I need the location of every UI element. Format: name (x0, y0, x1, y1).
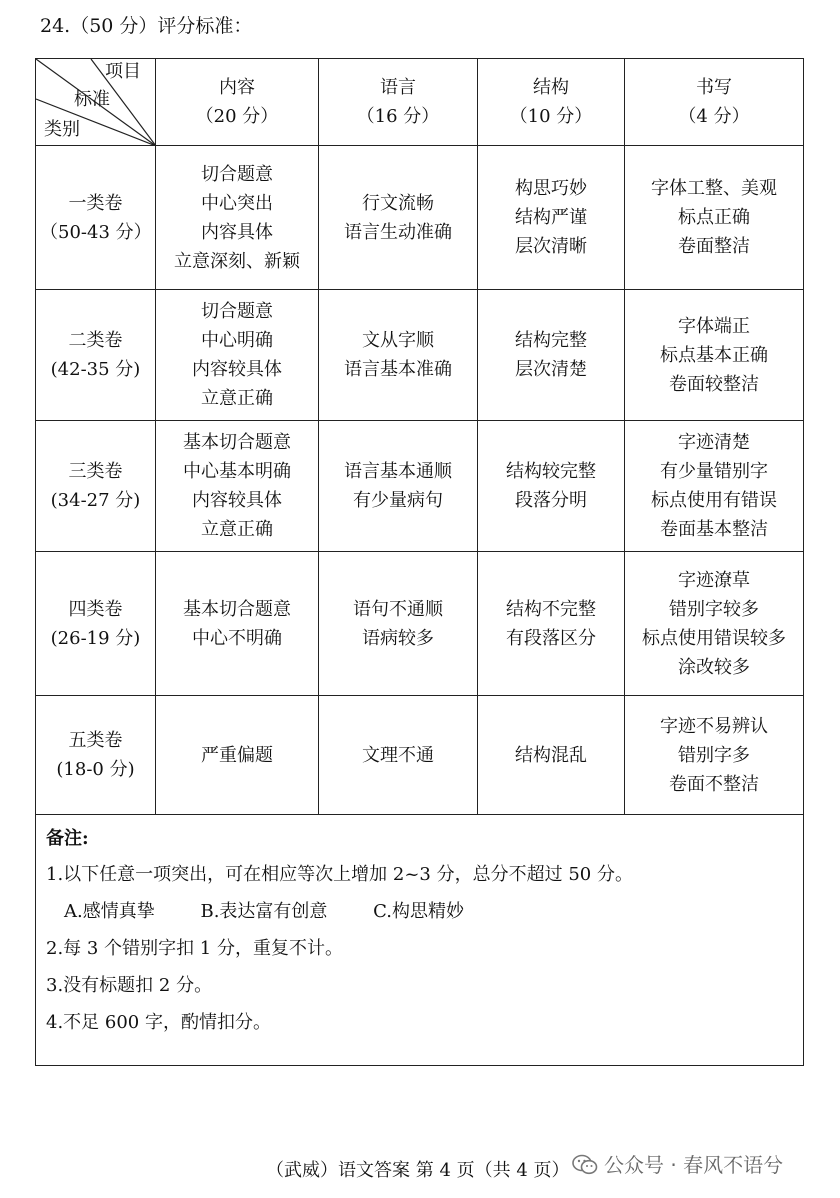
criterion-text: 中心突出 (201, 192, 273, 214)
criterion-text: 切合题意 (201, 301, 273, 322)
scoring-table (35, 58, 804, 1066)
content-cell (156, 290, 319, 421)
criterion-text: 字迹不易辨认 (660, 715, 768, 737)
notes-title: 备注: (46, 828, 89, 849)
category-cell (36, 290, 156, 421)
watermark (572, 1150, 783, 1180)
table-row (36, 146, 804, 290)
structure-cell (478, 421, 625, 552)
corner-label-item: 项目 (105, 61, 141, 82)
criterion-text: 层次清楚 (515, 359, 587, 380)
column-header-content (156, 59, 319, 146)
criterion-text: 标点正确 (678, 207, 750, 228)
criterion-text: 结构完整 (515, 330, 587, 351)
criterion-text: 行文流畅 (362, 192, 434, 214)
content-cell (156, 552, 319, 696)
criterion-text: 结构较完整 (506, 461, 596, 482)
structure-cell (478, 696, 625, 815)
criterion-text: 结构不完整 (506, 598, 596, 620)
category-range: (18-0 分) (56, 759, 135, 780)
language-cell (319, 421, 478, 552)
note-option-c: C.构思精妙 (373, 901, 465, 922)
criterion-text: 有少量病句 (353, 490, 443, 511)
criterion-text: 构思巧妙 (515, 178, 587, 199)
language-cell (319, 146, 478, 290)
notes-row (36, 815, 804, 1066)
column-name: 书写 (696, 77, 732, 98)
criterion-text: 卷面不整洁 (669, 773, 759, 795)
column-points: （10 分） (509, 106, 593, 127)
content-cell (156, 146, 319, 290)
table-row (36, 290, 804, 421)
criterion-text: 中心明确 (201, 330, 273, 351)
table-row (36, 421, 804, 552)
corner-label-standard: 标准 (74, 89, 110, 110)
column-header-structure (478, 59, 625, 146)
category-cell (36, 696, 156, 815)
category-range: (26-19 分) (50, 627, 141, 649)
criterion-text: 语言基本准确 (344, 359, 452, 380)
category-name: 四类卷 (68, 598, 123, 620)
category-range: (34-27 分) (50, 490, 141, 511)
note-item-1: 1.以下任意一项突出，可在相应等次上增加 2~3 分，总分不超过 50 分。 (46, 864, 633, 885)
criterion-text: 有段落区分 (506, 627, 596, 649)
category-name: 五类卷 (68, 730, 123, 751)
category-name: 一类卷 (68, 192, 123, 214)
criterion-text: 涂改较多 (678, 656, 750, 678)
category-cell (36, 552, 156, 696)
criterion-text: 字体工整、美观 (651, 178, 777, 199)
criterion-text: 立意深刻、新颖 (174, 250, 300, 272)
category-range: (42-35 分) (50, 359, 141, 380)
note-option-b: B.表达富有创意 (200, 901, 328, 922)
criterion-text: 语言生动准确 (344, 221, 452, 243)
criterion-text: 字体端正 (678, 315, 750, 337)
criterion-text: 语病较多 (362, 627, 434, 649)
criterion-text: 卷面基本整洁 (660, 519, 768, 540)
criterion-text: 段落分明 (515, 490, 587, 511)
table-header-row (36, 59, 804, 146)
category-name: 二类卷 (68, 330, 123, 351)
criterion-text: 结构混乱 (515, 744, 587, 766)
language-cell (319, 290, 478, 421)
criterion-text: 中心不明确 (192, 627, 282, 649)
criterion-text: 基本切合题意 (183, 432, 291, 453)
criterion-text: 立意正确 (201, 388, 273, 409)
criterion-text: 中心基本明确 (183, 461, 291, 482)
writing-cell (625, 421, 804, 552)
criterion-text: 内容较具体 (192, 359, 282, 380)
structure-cell (478, 146, 625, 290)
criterion-text: 错别字多 (678, 744, 750, 766)
criterion-text: 字迹潦草 (678, 569, 750, 591)
criterion-text: 立意正确 (201, 519, 273, 540)
note-item-4: 4.不足 600 字，酌情扣分。 (46, 1012, 271, 1033)
column-name: 语言 (380, 77, 416, 98)
criterion-text: 结构严谨 (515, 207, 587, 228)
note-option-a: A.感情真挚 (64, 901, 155, 922)
criterion-text: 标点使用有错误 (651, 490, 777, 511)
criterion-text: 文从字顺 (362, 330, 434, 351)
column-points: （4 分） (678, 106, 750, 127)
criterion-text: 标点使用错误较多 (642, 627, 786, 649)
column-points: （16 分） (356, 106, 440, 127)
structure-cell (478, 552, 625, 696)
writing-cell (625, 552, 804, 696)
structure-cell (478, 290, 625, 421)
criterion-text: 卷面较整洁 (669, 373, 759, 395)
table-row (36, 696, 804, 815)
criterion-text: 错别字较多 (669, 598, 759, 620)
criterion-text: 语言基本通顺 (344, 461, 452, 482)
column-points: （20 分） (195, 106, 279, 127)
column-header-language (319, 59, 478, 146)
criterion-text: 卷面整洁 (678, 236, 750, 257)
criterion-text: 基本切合题意 (183, 598, 291, 620)
criterion-text: 字迹清楚 (678, 432, 750, 453)
category-name: 三类卷 (68, 461, 123, 482)
diagonal-corner-cell (36, 59, 156, 146)
criterion-text: 有少量错别字 (660, 461, 768, 482)
criterion-text: 内容具体 (201, 221, 273, 243)
writing-cell (625, 290, 804, 421)
wechat-icon (572, 1154, 598, 1176)
category-range: （50-43 分） (40, 221, 152, 243)
criterion-text: 切合题意 (201, 163, 273, 185)
criterion-text: 层次清晰 (515, 236, 587, 257)
category-cell (36, 146, 156, 290)
criterion-text: 严重偏题 (201, 744, 273, 766)
table-row (36, 552, 804, 696)
column-name: 内容 (219, 77, 255, 98)
writing-cell (625, 696, 804, 815)
notes-cell (36, 815, 804, 1066)
note-item-2: 2.每 3 个错别字扣 1 分，重复不计。 (46, 938, 343, 959)
criterion-text: 语句不通顺 (353, 598, 443, 620)
watermark-text: 公众号 · 春风不语兮 (604, 1153, 784, 1177)
question-heading: 24.（50 分）评分标准： (40, 15, 253, 37)
criterion-text: 标点基本正确 (660, 344, 768, 366)
note-item-3: 3.没有标题扣 2 分。 (46, 975, 213, 996)
writing-cell (625, 146, 804, 290)
corner-label-category: 类别 (44, 119, 80, 140)
content-cell (156, 696, 319, 815)
language-cell (319, 552, 478, 696)
language-cell (319, 696, 478, 815)
category-cell (36, 421, 156, 552)
content-cell (156, 421, 319, 552)
note-options (46, 898, 793, 926)
criterion-text: 文理不通 (362, 744, 434, 766)
page-footer: （武威）语文答案 第 4 页（共 4 页） (266, 1160, 570, 1181)
column-header-writing (625, 59, 804, 146)
column-name: 结构 (533, 77, 569, 98)
criterion-text: 内容较具体 (192, 490, 282, 511)
